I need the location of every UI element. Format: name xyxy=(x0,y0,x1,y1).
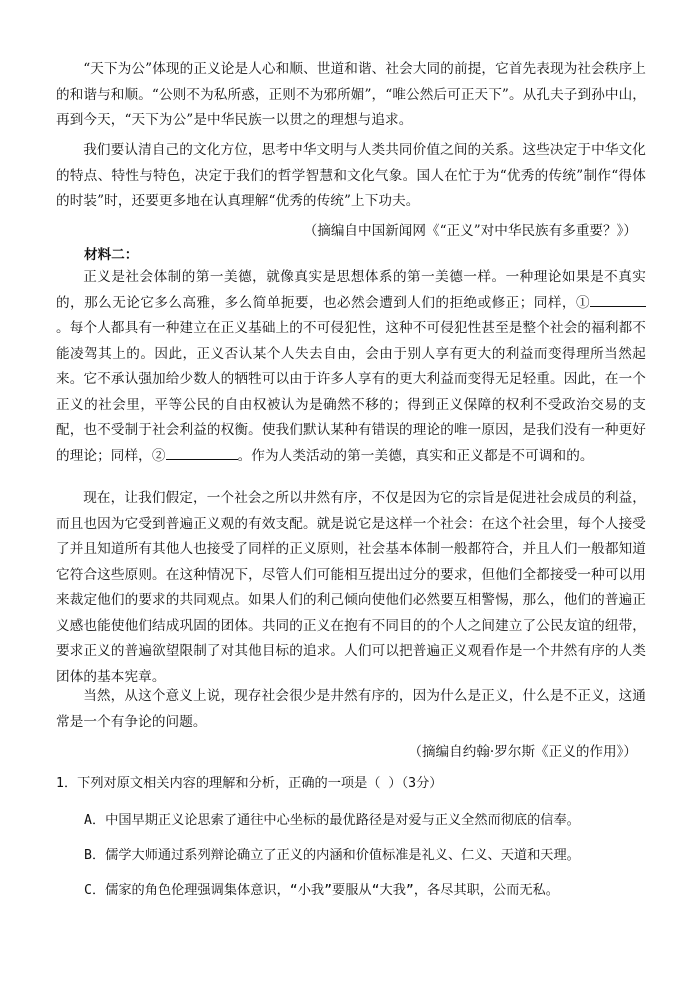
material1-source: （摘编自中国新闻网《“正义”对中华民族有多重要？》） xyxy=(303,223,637,239)
paragraph-text: 。每个人都具有一种建立在正义基础上的不可侵犯性，这种不可侵犯性甚至是整个社会的福利都不能凌驾其上的。因此，正义否认某个人失去自由，会由于别人享有更大的利益而变得理所当然起来。它不承认强加给少数人的牺牲可以由于许多人享有的更大利益而变得无足轻重。因此，在一个正义的社会里，平等公民的自由权被认为是确然不移的；得到正义保障的权利不受政治交易的支配，也不受制于社会利益的权衡。使我们默认某种有错误的理论的唯一原因，是我们没有一种更好的理论；同样， xyxy=(56,320,646,464)
blank-2-number: ② xyxy=(151,447,166,464)
blank-1-number: ① xyxy=(575,294,590,311)
blank-2-line xyxy=(166,444,238,460)
material1-paragraph-2: 我们要认清自己的文化方位，思考中华文明与人类共同价值之间的关系。这些决定于中华文化的特点、特性与特色，决定于我们的哲学智慧和文化气象。国人在忙于为“优秀的传统”制作“得体的时装”时，还要更多地在认真理解“优秀的传统”上下功夫。 xyxy=(56,142,646,209)
question-1-option-a: A．中国早期正义论思索了通往中心坐标的最优路径是对爱与正义全然而彻底的信奉。 xyxy=(84,813,580,828)
question-1-option-b: B．儒学大师通过系列辩论确立了正义的内涵和价值标准是礼义、仁义、天道和天理。 xyxy=(84,848,580,863)
material2-paragraph-2: 现在，让我们假定，一个社会之所以井然有序，不仅是因为它的宗旨是促进社会成员的利益，而且也因为它受到普遍正义观的有效支配。就是说它是这样一个社会：在这个社会里，每个人接受了并且知道所有其他人也接受了同样的正义原则，社会基本体制一般都符合，并且人们一般都知道它符合这些原则。在这种情况下，尽管人们可能相互提出过分的要求，但他们全都接受一种可以用来裁定他们的要求的共同观点。如果人们的利己倾向使他们必然要互相警惕，那么，他们的普遍正义感也能使他们结成巩固的团体。共同的正义在抱有不同目的的个人之间建立了公民友谊的纽带，要求正义的普遍欲望限制了对其他目标的追求。人们可以把普遍正义观看作是一个井然有序的人类团体的基本宪章。 xyxy=(56,490,646,685)
paragraph-text: 。作为人类活动的第一美德，真实和正义都是不可调和的。 xyxy=(237,447,594,464)
material2-heading: 材料二： xyxy=(84,247,139,263)
material2-paragraph-3: 当然，从这个意义上说，现存社会很少是井然有序的，因为什么是正义，什么是不正义，这通常是一个有争论的问题。 xyxy=(56,688,646,730)
material2-source: （摘编自约翰·罗尔斯《正义的作用》） xyxy=(408,744,637,760)
blank-1-line xyxy=(590,291,646,307)
material1-paragraph-1: “天下为公”体现的正义论是人心和顺、世道和谐、社会大同的前提，它首先表现为社会秩序上的和谐与和顺。“公则不为私所惑，正则不为邪所媚”，“唯公然后可正天下”。从孔夫子到孙中山，再到今天，“天下为公”是中华民族一以贯之的理想与追求。 xyxy=(56,61,646,128)
question-1-stem: 1．下列对原文相关内容的理解和分析，正确的一项是（ ）（3分） xyxy=(56,776,443,791)
question-1-option-c: C．儒家的角色伦理强调集体意识，“小我”要服从“大我”，各尽其职，公而无私。 xyxy=(84,883,559,898)
material2-paragraph-1 xyxy=(56,265,646,469)
paragraph-text: 正义是社会体制的第一美德，就像真实是思想体系的第一美德一样。一种理论如果是不真实的，那么无论它多么高雅，多么简单扼要，也必然会遭到人们的拒绝或修正；同样， xyxy=(56,269,646,311)
